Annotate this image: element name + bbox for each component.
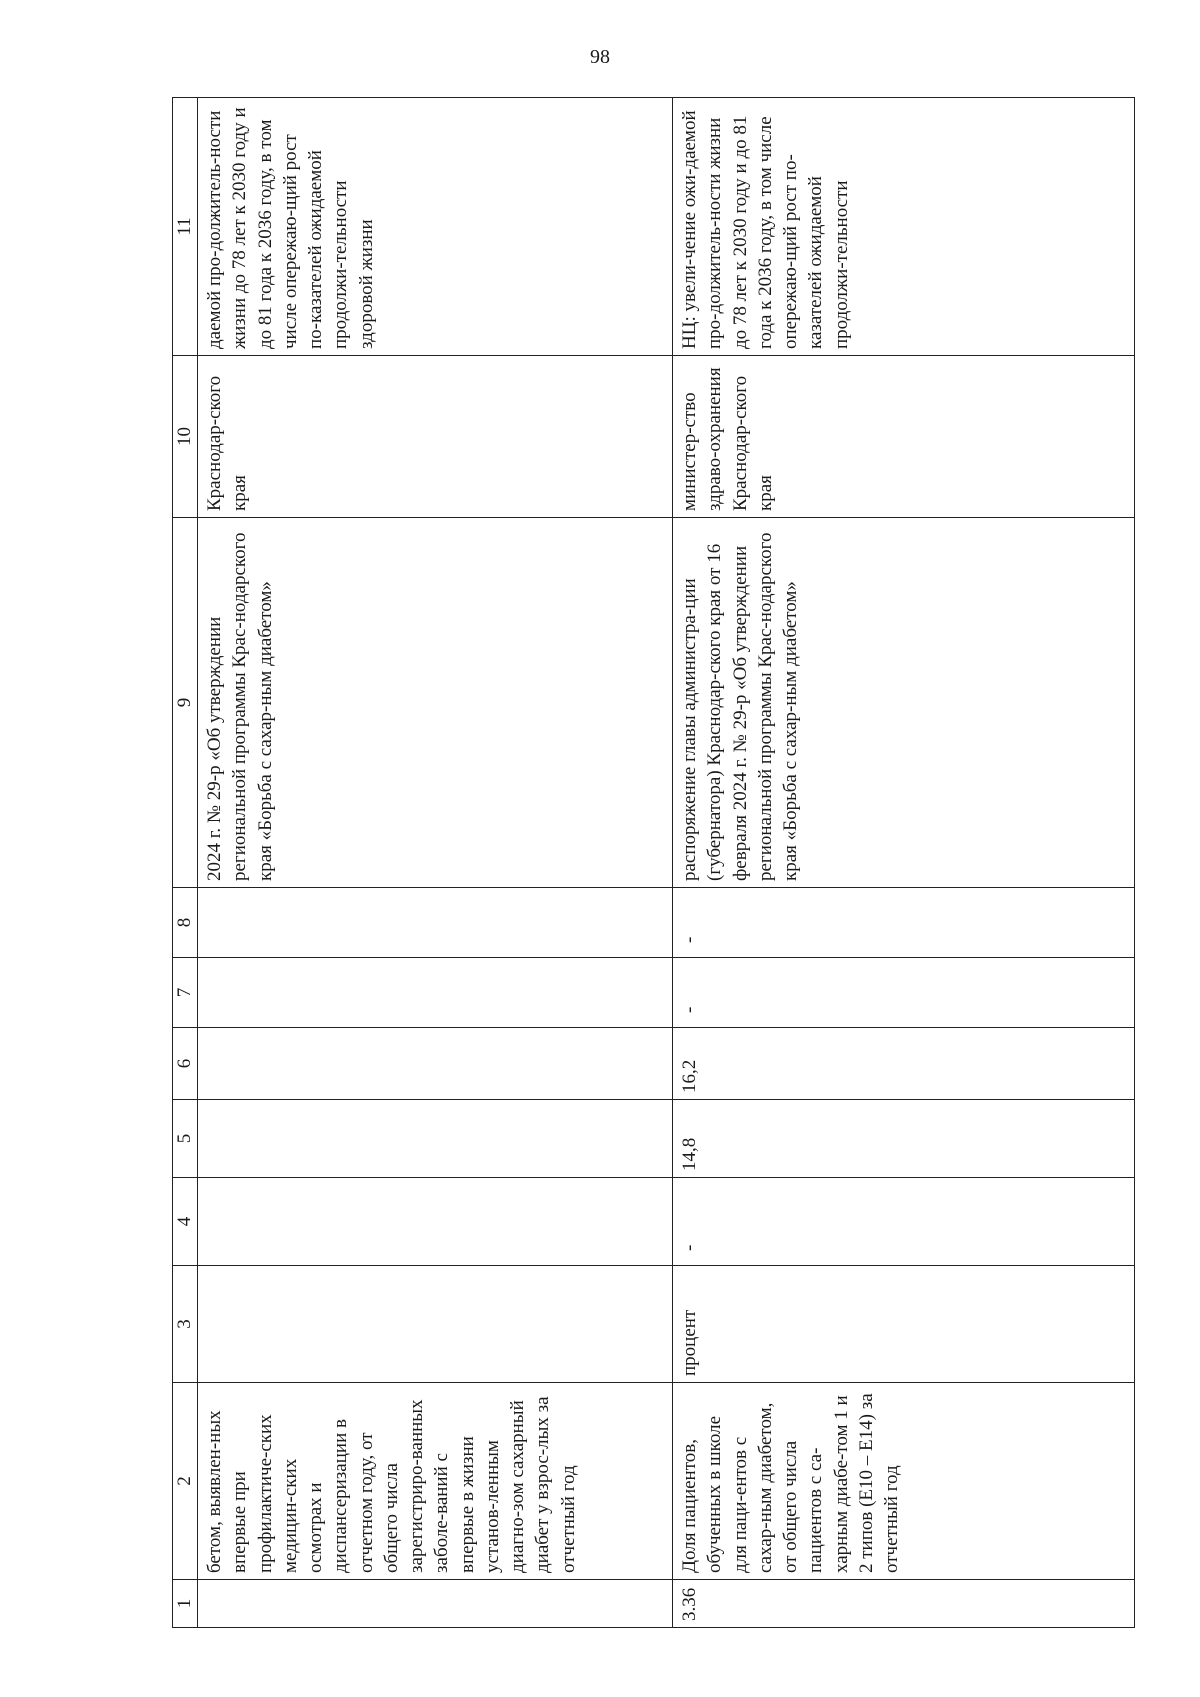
- responsible-cell: министер-ство здраво-охранения Краснодар-ского края: [673, 356, 1135, 518]
- value-cell-4: [198, 1178, 673, 1266]
- value-cell-8: -: [673, 888, 1135, 958]
- value-cell-6: [198, 1028, 673, 1100]
- value-cell-5: 14,8: [673, 1100, 1135, 1178]
- header-cell-8: 8: [173, 888, 198, 958]
- unit-cell: процент: [673, 1266, 1135, 1383]
- header-cell-5: 5: [173, 1100, 198, 1178]
- unit-cell: [198, 1266, 673, 1383]
- rotated-table-container: [172, 107, 1200, 1628]
- header-cell-4: 4: [173, 1178, 198, 1266]
- header-cell-7: 7: [173, 958, 198, 1028]
- indicator-name-cell: бетом, выявлен-ных впервые при профилактиче-ских медицин-ских осмотрах и диспансеризации в отчетном году, от общего числа зарегистриро-ванных заболе-ваний с впервые в жизни установ-ленным диагно-зом сахарный диабет у взрос-лых за отчетный год: [198, 1383, 673, 1580]
- header-row: [173, 98, 198, 1628]
- value-cell-4: -: [673, 1178, 1135, 1266]
- header-cell-3: 3: [173, 1266, 198, 1383]
- value-cell-7: [198, 958, 673, 1028]
- value-cell-8: [198, 888, 673, 958]
- indicator-name-cell: Доля пациентов, обученных в школе для паци-ентов с сахар-ным диабетом, от общего числа пациентов с са-харным диабе-том 1 и 2 типов (E10 – E14) за отчетный год: [673, 1383, 1135, 1580]
- header-cell-1: 1: [173, 1580, 198, 1628]
- page-number: 98: [590, 46, 610, 68]
- row-number-cell: [198, 1580, 673, 1628]
- value-cell-7: -: [673, 958, 1135, 1028]
- document-cell: распоряжение главы администра-ции (губернатора) Краснодар-ского края от 16 февраля 2024 г. № 29-р «Об утверждении региональной программы Крас-нодарского края «Борьба с сахар-ным диабетом»: [673, 518, 1135, 888]
- value-cell-6: 16,2: [673, 1028, 1135, 1100]
- row-number-cell: 3.36: [673, 1580, 1135, 1628]
- value-cell-5: [198, 1100, 673, 1178]
- goal-cell: даемой про-должитель-ности жизни до 78 лет к 2030 году и до 81 года к 2036 году, в том числе опережаю-щий рост по-казателей ожидаемой продолжи-тельности здоровой жизни: [198, 98, 673, 356]
- header-cell-2: 2: [173, 1383, 198, 1580]
- header-cell-9: 9: [173, 518, 198, 888]
- table-row: [198, 98, 673, 1628]
- responsible-cell: Краснодар-ского края: [198, 356, 673, 518]
- header-cell-11: 11: [173, 98, 198, 356]
- header-cell-6: 6: [173, 1028, 198, 1100]
- data-table: [172, 97, 1135, 1628]
- goal-cell: НЦ: увели-чение ожи-даемой про-должитель-ности жизни до 78 лет к 2030 году и до 81 года к 2036 году, в том числе опережаю-щий рост по-казателей ожидаемой продолжи-тельности: [673, 98, 1135, 356]
- document-cell: 2024 г. № 29-р «Об утверждении региональной программы Крас-нодарского края «Борьба с сахар-ным диабетом»: [198, 518, 673, 888]
- table-row: [673, 98, 1135, 1628]
- header-cell-10: 10: [173, 356, 198, 518]
